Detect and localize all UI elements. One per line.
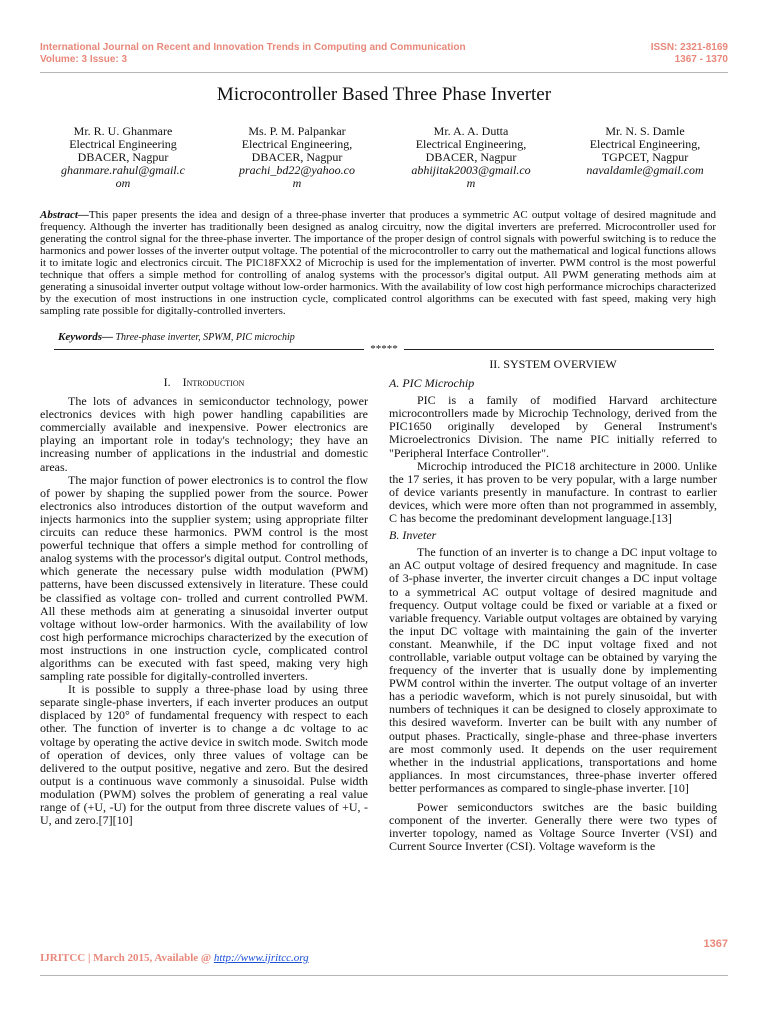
abstract-label: Abstract— xyxy=(40,209,89,221)
author-block xyxy=(384,125,558,190)
issn: ISSN: 2321-8169 xyxy=(650,42,728,53)
journal-volume: Volume: 3 Issue: 3 xyxy=(40,54,128,65)
author-name: Mr. R. U. Ghanmare xyxy=(73,124,173,138)
page-number: 1367 xyxy=(703,938,728,950)
section-heading: II. SYSTEM OVERVIEW xyxy=(489,357,617,371)
paragraph: It is possible to supply a three-phase load by using three separate single-phase inverters, if each inverter produces an output displaced by 120° of fundamental frequency with respect to each other. The function of inverter is to change a dc voltage to ac voltage by operating the active device in switch mode. Switch mode of operation of devices, only three values of voltage can be delivered to the output positive, negative and zero. But the desired output is a continuous wave commonly a sinusoidal. Pulse width modulation (PWM) solves the problem of generating a real value range of (+U, -U) for the output from three discrete values of +U, -U, and zero.[7][10] xyxy=(40,682,368,828)
abstract xyxy=(40,209,716,317)
author-inst: DBACER, Nagpur xyxy=(425,150,517,164)
journal-header xyxy=(40,42,466,66)
footer-citation xyxy=(40,952,309,964)
author-dept: Electrical Engineering, xyxy=(415,137,527,151)
separator-stars: ***** xyxy=(370,343,398,355)
journal-name: International Journal on Recent and Innovation Trends in Computing and Communication xyxy=(40,42,466,53)
paragraph: The function of an inverter is to change a DC input voltage to an AC output voltage of desired frequency and magnitude. In case of 3-phase inverter, the inverter circuit changes a DC input voltage to a symmetrical AC output voltage of desired magnitude and frequency. Output voltage could be fixed or variable at a fixed or variable frequency. Variable output voltages are obtained by varying the input DC voltage with maintaining the gain of the inverter constant. Meanwhile, if the DC input voltage fixed and not controllable, variable output voltage can be obtained by varying the frequency of the inverter that is usually done by implementing PWM control within the inverter. The output voltage of an inverter has a periodic waveform, which is not purely sinusoidal, but with numbers of techniques it can be designed to closely approximate to this desired waveform. Inverter can be built with any number of output phases. Practically, single-phase and three-phase inverters are most commonly used. It depends on the user requirement whether in the industrial applications, transportations and home appliances. In most circumstances, three-phase inverter offered better performances as compared to single-phase inverter. [10] xyxy=(389,545,717,795)
section-heading xyxy=(40,376,368,389)
paragraph: The major function of power electronics is to control the flow of power by shaping the supplied power from the source. Power electronics also introduces distortion of the output waveform and injects harmonics into the supplier system; using appropriate filter circuits can reduce these harmonics. PWM control is the most powerful technique that offers a simple method for controlling of analog systems with the processor's digital output. Control methods, which generate the necessary pulse width modulation (PWM) patterns, have been discussed extensively in literature. These could be classified as voltage con- trolled and current controlled PWM. All these methods aim at generating a sinusoidal inverter output voltage without low-order harmonics. With the availability of low cost high performance microchips characterized by the execution of most instructions in one instruction cycle, complicated control algorithms can be executed with fast speed, making very high sampling rate possible for digitally-controlled inverters. xyxy=(40,472,368,684)
keywords xyxy=(58,331,295,343)
author-email-cont: m xyxy=(466,176,476,190)
keywords-label: Keywords— xyxy=(58,331,113,343)
author-email: ghanmare.rahul@gmail.c xyxy=(61,163,185,177)
paragraph: The lots of advances in semiconductor technology, power electronics devices with high power handling capabilities are commercially available and inexpensive. Power electronics are playing an important role in today's technology; they have an increasing number of applications in the industrial and domestic areas. xyxy=(40,394,368,474)
footer-divider xyxy=(40,975,728,976)
keywords-text: Three-phase inverter, SPWM, PIC microchip xyxy=(113,332,295,343)
paragraph: Power semiconductors switches are the basic building component of the inverter. Generally there were two types of inverter topology, named as Voltage Source Inverter (VSI) and Current Source Inverter (CSI). Voltage waveform is the xyxy=(389,800,717,854)
footer-text: IJRITCC | March 2015, Available @ xyxy=(40,952,214,964)
paragraph: PIC is a family of modified Harvard architecture microcontrollers made by Microchip Technology, derived from the PIC1650 originally developed by General Instrument's Microelectronics Division. The name PIC initially referred to "Peripheral Interface Controller". xyxy=(389,393,717,460)
separator-line xyxy=(54,349,364,350)
separator-line xyxy=(404,349,714,350)
subsection-heading: B. Inveter xyxy=(389,528,437,543)
abstract-text: This paper presents the idea and design of a three-phase inverter that produces a symmetric AC output voltage of desired magnitude and frequency. Although the inverter has traditionally been designed as analog circuitry, now the digital inverters are preferred. Microcontroller used for generating the control signal for the three-phase inverter. The importance of the proper design of control signals with powerful switching is to reduce the harmonics and power losses of the inverter output voltage. The potential of the microcontroller to carry out the mathematical and logical functions allows it to imitate logic and electronics circuit. The PIC18FXX2 of Microchip is used for the implementation of inverter. PWM control is the most powerful technique that offers a simple method for controlling of analog systems with the processor's digital output. All PWM generating methods aim at generating a sinusoidal inverter output voltage without low-order harmonics. With the availability of low cost high performance microchips characterized by the execution of most instructions in one instruction cycle, complicated control algorithms can be executed with fast speed, making very high sampling rate possible for digitally-controlled inverters. xyxy=(40,209,716,317)
author-name: Ms. P. M. Palpankar xyxy=(248,124,346,138)
author-name: Mr. A. A. Dutta xyxy=(433,124,509,138)
left-column xyxy=(40,376,368,827)
author-block xyxy=(558,125,732,190)
section-title: Introduction xyxy=(182,375,245,389)
author-list xyxy=(36,125,732,190)
paper-title: Microcontroller Based Three Phase Inverter xyxy=(216,84,552,105)
author-email-cont: om xyxy=(115,176,131,190)
author-email: abhijitak2003@gmail.co xyxy=(411,163,531,177)
author-dept: Electrical Engineering xyxy=(69,137,177,151)
journal-link[interactable]: http://www.ijritcc.org xyxy=(213,952,309,964)
author-block xyxy=(36,125,210,190)
author-block xyxy=(210,125,384,190)
author-dept: Electrical Engineering, xyxy=(241,137,353,151)
author-inst: DBACER, Nagpur xyxy=(251,150,343,164)
right-column xyxy=(389,358,717,853)
issn-header xyxy=(651,42,728,66)
author-dept: Electrical Engineering, xyxy=(589,137,701,151)
author-email: prachi_bd22@yahoo.co xyxy=(238,163,356,177)
page-range: 1367 - 1370 xyxy=(674,54,728,65)
author-email-cont: m xyxy=(292,176,302,190)
subsection-heading: A. PIC Microchip xyxy=(389,376,475,391)
author-name: Mr. N. S. Damle xyxy=(605,124,685,138)
section-separator xyxy=(40,343,728,355)
header-divider xyxy=(40,72,728,73)
author-inst: TGPCET, Nagpur xyxy=(601,150,689,164)
section-number: I. xyxy=(163,375,171,389)
author-inst: DBACER, Nagpur xyxy=(77,150,169,164)
author-email: navaldamle@gmail.com xyxy=(586,163,704,177)
paragraph: Microchip introduced the PIC18 architecture in 2000. Unlike the 17 series, it has proven to be very popular, with a large number of device variants presently in manufacture. In contrast to earlier devices, which were more often than not programmed in assembly, C has become the predominant development language.[13] xyxy=(389,458,717,526)
